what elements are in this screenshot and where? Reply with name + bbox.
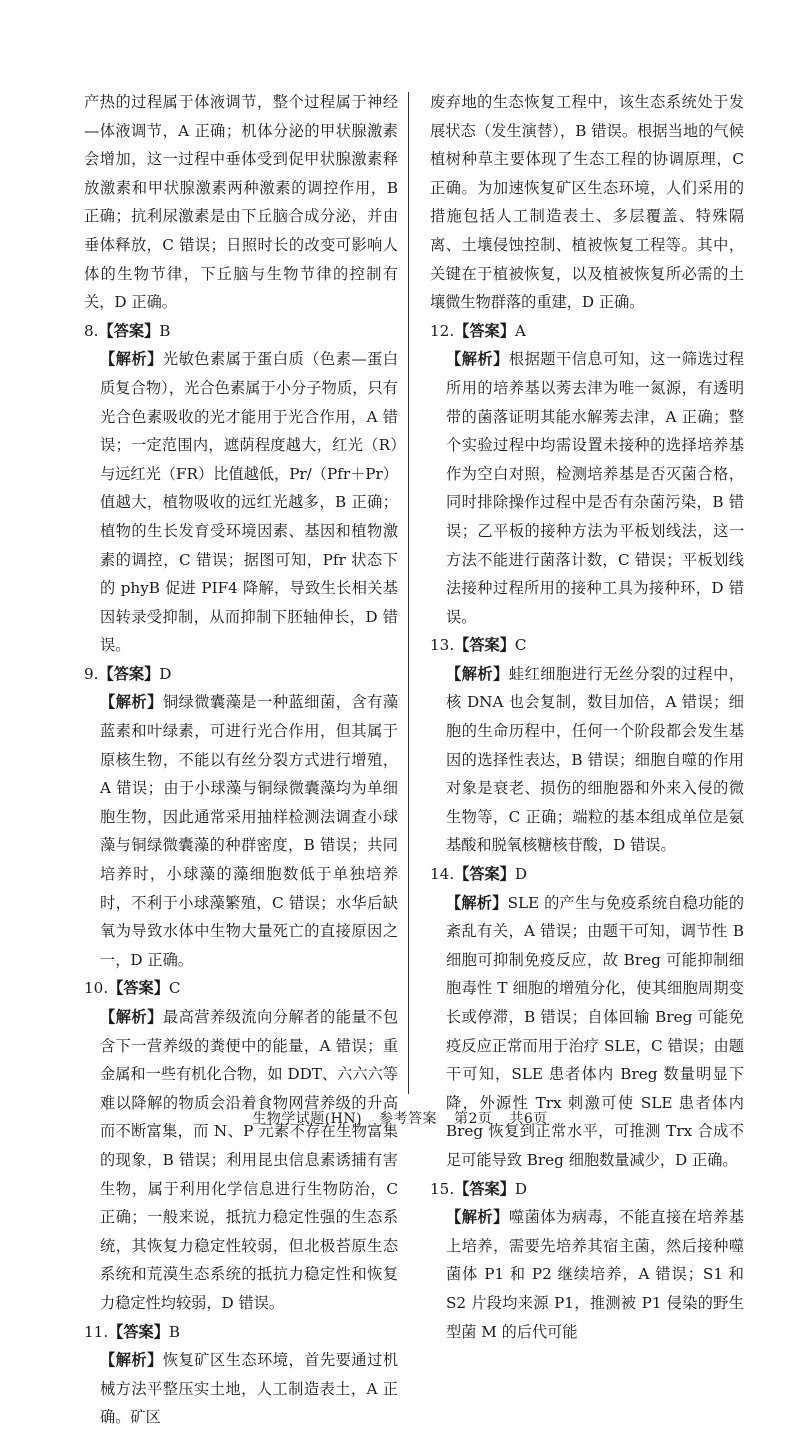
answer-value: B bbox=[159, 321, 171, 340]
explanation-tag: 【解析】 bbox=[446, 664, 509, 683]
answer-tag: 【答案】 bbox=[98, 321, 160, 340]
answer-value: C bbox=[168, 979, 181, 998]
explanation-tag: 【解析】 bbox=[100, 350, 163, 369]
page-footer bbox=[0, 1108, 800, 1128]
left-column bbox=[84, 88, 398, 1432]
explanation bbox=[430, 660, 744, 860]
question-number: 12. bbox=[430, 321, 455, 340]
explanation-tag: 【解析】 bbox=[100, 1351, 163, 1370]
answer-line bbox=[430, 631, 744, 660]
explanation-text: 铜绿微囊藻是一种蓝细菌，含有藻蓝素和叶绿素，可进行光合作用，但其属于原核生物，不能以有丝分裂方式进行增殖，A 错误；由于小球藻与铜绿微囊藻均为单细胞生物，因此通常采用抽样检测法调查小球藻与铜绿微囊藻的种群密度，B 错误；共同培养时，小球藻的藻细胞数低于单独培养时，不利于小球藻繁殖，C 错误；水华后缺氧为导致水体中生物大量死亡的直接原因之一，D 正确。 bbox=[100, 693, 399, 969]
explanation bbox=[430, 345, 744, 631]
question-11 bbox=[84, 1318, 398, 1432]
answer-line bbox=[430, 1175, 744, 1204]
explanation-tag: 【解析】 bbox=[446, 893, 508, 912]
answer-line bbox=[430, 860, 744, 889]
explanation bbox=[84, 1003, 398, 1318]
answer-tag: 【答案】 bbox=[108, 979, 169, 998]
explanation-tag: 【解析】 bbox=[446, 350, 509, 369]
question-number: 14. bbox=[430, 865, 455, 884]
footer-subject: 生物学试题(HN) bbox=[252, 1111, 363, 1127]
question-number: 10. bbox=[84, 979, 109, 998]
question-9 bbox=[84, 660, 398, 975]
question-13 bbox=[430, 631, 744, 860]
question-15 bbox=[430, 1175, 744, 1347]
answer-tag: 【答案】 bbox=[454, 321, 515, 340]
answer-value: D bbox=[514, 865, 528, 884]
continued-explanation: 废弃地的生态恢复工程中，该生态系统处于发展状态（发生演替），B 错误。根据当地的气候植树种草主要体现了生态工程的协调原理，C 正确。为加速恢复矿区生态环境，人们采用的措施包括人工制造表土、多层覆盖、特殊隔离、土壤侵蚀控制、植被恢复工程等。其中，关键在于植被恢复，以及植被恢复所必需的土壤微生物群落的重建，D 正确。 bbox=[430, 93, 744, 312]
explanation-text: 噬菌体为病毒，不能直接在培养基上培养，需要先培养其宿主菌，然后接种噬菌体 P1 和 P2 继续培养，A 错误；S1 和 S2 片段均来源 P1，推测被 P1 侵染的野生型菌 M 的后代可能 bbox=[446, 1208, 745, 1341]
explanation-text: 蛙红细胞进行无丝分裂的过程中，核 DNA 也会复制，数目加倍，A 错误；细胞的生命历程中，任何一个阶段都会发生基因的选择性表达，B 错误；细胞自噬的作用对象是衰老、损伤的细胞器和外来入侵的微生物等，C 正确；端粒的基本组成单位是氨基酸和脱氧核糖核苷酸，D 错误。 bbox=[446, 664, 745, 855]
explanation bbox=[430, 1203, 744, 1346]
question-8 bbox=[84, 317, 398, 660]
answer-line bbox=[84, 317, 398, 346]
footer-total-pages: 共6页 bbox=[509, 1111, 548, 1127]
question-number: 8. bbox=[84, 321, 99, 340]
explanation-tag: 【解析】 bbox=[446, 1208, 509, 1227]
explanation-text: 恢复矿区生态环境，首先要通过机械方法平整压实土地，人工制造表土，A 正确。矿区 bbox=[100, 1351, 399, 1427]
explanation-text: SLE 的产生与免疫系统自稳功能的紊乱有关，A 错误；由题干可知，调节性 B 细胞可抑制免疫反应，故 Breg 可能抑制细胞毒性 T 细胞的增殖分化，使其细胞周期变长或停滞，B 错误；自体回输 Breg 可能免疫反应正常而用于治疗 SLE，C 错误；由题干可知，SLE 患者体内 Breg 数量明显下降，外源性 Trx 刺激可使 SLE 患者体内 Breg 恢复到正常水平，可推测 Trx 合成不足可能导致 Breg 细胞数量减少，D 正确。 bbox=[446, 893, 745, 1169]
answer-value: D bbox=[514, 1179, 528, 1198]
explanation bbox=[84, 688, 398, 974]
footer-page-number: 第2页 bbox=[454, 1111, 493, 1127]
explanation-text: 根据题干信息可知，这一筛选过程所用的培养基以莠去津为唯一氮源，有透明带的菌落证明其能水解莠去津，A 正确；整个实验过程中均需设置未接种的选择培养基作为空白对照，检测培养基是否灭菌合格，同时排除操作过程中是否有杂菌污染，B 错误；乙平板的接种方法为平板划线法，这一方法不能进行菌落计数，C 错误；平板划线法接种过程所用的接种工具为接种环，D 错误。 bbox=[446, 350, 745, 626]
question-number: 9. bbox=[84, 664, 99, 683]
answer-tag: 【答案】 bbox=[454, 636, 515, 655]
question-number: 15. bbox=[430, 1179, 455, 1198]
answer-line bbox=[84, 660, 398, 689]
question-12 bbox=[430, 317, 744, 632]
question-10 bbox=[84, 974, 398, 1317]
answer-value: B bbox=[168, 1322, 181, 1341]
explanation-text: 光敏色素属于蛋白质（色素—蛋白质复合物），光合色素属于小分子物质，只有光合色素吸收的光才能用于光合作用，A 错误；一定范围内，遮荫程度越大，红光（R）与远红光（FR）比值越低，Pr/（Pfr＋Pr）值越大，植物吸收的远红光越多，B 正确；植物的生长发育受环境因素、基因和植物激素的调控，C 错误；据图可知，Pfr 状态下的 phyB 促进 PIF4 降解，导致生长相关基因转录受抑制，从而抑制下胚轴伸长，D 错误。 bbox=[100, 350, 399, 655]
answer-value: C bbox=[514, 636, 527, 655]
continued-explanation: 产热的过程属于体液调节，整个过程属于神经—体液调节，A 正确；机体分泌的甲状腺激素会增加，这一过程中垂体受到促甲状腺激素释放激素和甲状腺激素两种激素的调控作用，B 正确；抗利尿激素是由下丘脑合成分泌，并由垂体释放，C 错误；日照时长的改变可影响人体的生物节律，下丘脑与生物节律的控制有关，D 正确。 bbox=[84, 93, 398, 312]
explanation-text: 最高营养级流向分解者的能量不包含下一营养级的粪便中的能量，A 错误；重金属和一些有机化合物，如 DDT、六六六等难以降解的物质会沿着食物网营养级的升高而不断富集，而 N、P 元素不存在生物富集的现象，B 错误；利用昆虫信息素诱捕有害生物，属于利用化学信息进行生物防治，C 正确；一般来说，抵抗力稳定性强的生态系统，其恢复力稳定性较弱，但北极苔原生态系统和荒漠生态系统的抵抗力稳定性和恢复力稳定性均较弱，D 错误。 bbox=[100, 1008, 399, 1312]
answer-tag: 【答案】 bbox=[98, 664, 160, 683]
explanation-tag: 【解析】 bbox=[100, 1008, 163, 1026]
answer-tag: 【答案】 bbox=[454, 865, 515, 884]
column-divider bbox=[408, 92, 409, 1094]
answer-tag: 【答案】 bbox=[108, 1322, 169, 1341]
explanation bbox=[84, 1346, 398, 1432]
question-number: 11. bbox=[84, 1322, 109, 1341]
answer-line bbox=[430, 317, 744, 346]
right-column bbox=[430, 88, 744, 1346]
answer-tag: 【答案】 bbox=[454, 1179, 515, 1198]
footer-label: 参考答案 bbox=[379, 1111, 438, 1127]
answer-line bbox=[84, 974, 398, 1003]
explanation bbox=[430, 889, 744, 1175]
explanation bbox=[84, 345, 398, 660]
answer-value: A bbox=[514, 321, 526, 340]
question-number: 13. bbox=[430, 636, 455, 655]
explanation-tag: 【解析】 bbox=[100, 693, 163, 712]
answer-value: D bbox=[159, 664, 172, 683]
answer-line bbox=[84, 1318, 398, 1347]
